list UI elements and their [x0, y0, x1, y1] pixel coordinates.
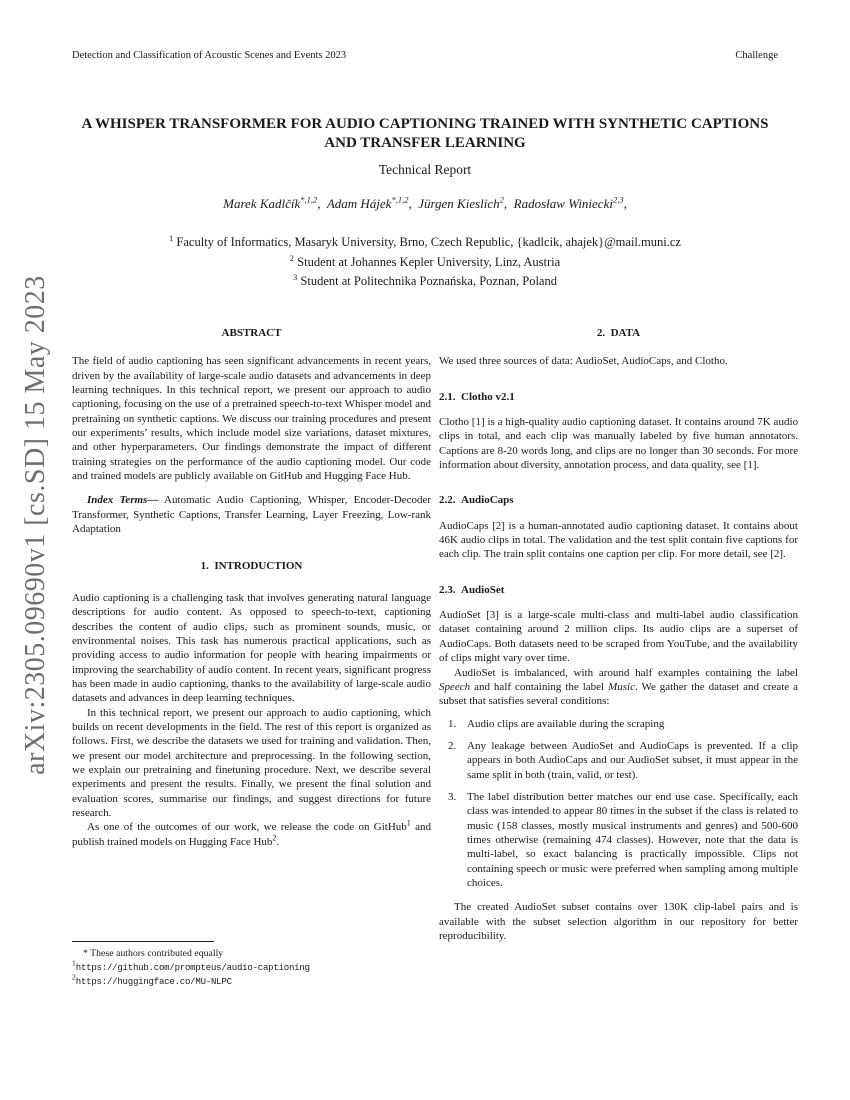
author-2: Adam Hájek$^{*,1,2}$, [326, 194, 419, 211]
author-2-affiliation-marks: *,1,2 [391, 194, 409, 205]
footnote-equal-contribution: * These authors contributed equally [83, 948, 224, 959]
author-1: Marek Kadlčík$^{*,1,2}$, [223, 194, 327, 211]
footnote-github: $^1$https://github.com/prompteus/audio-captioning [72, 958, 310, 973]
audioset-heading: 2.3. AudioSet [439, 583, 505, 596]
affiliations-block [0, 233, 850, 292]
affiliation-3: $^3$ Student at Politechnika Poznańska, Poznan, Poland [293, 271, 557, 288]
github-link[interactable]: https://github.com/prompteus/audio-captioning [75, 962, 310, 973]
header-conference-title: Detection and Classification of Acoustic Scenes and Events 2023 [72, 50, 347, 61]
audiocaps-heading: 2.2. AudioCaps [439, 494, 514, 507]
index-terms-label: Index Terms— [87, 494, 159, 507]
affiliation-2: $^2$ Student at Johannes Kepler University, Linz, Austria [289, 252, 561, 269]
footnote-ref-2: 2 [272, 833, 277, 842]
paper-title [0, 115, 850, 153]
label-music: Music [608, 680, 635, 693]
author-1-affiliation-marks: *,1,2 [300, 194, 318, 205]
author-4: Radosław Winiecki$^{2,3}$, [513, 194, 627, 211]
index-terms [72, 493, 431, 536]
affiliation-1: $^1$ Faculty of Informatics, Masaryk University, Brno, Czech Republic, {kadlcik, ahajek}@mail.muni.cz [169, 232, 681, 249]
footnotes-block [72, 941, 431, 990]
author-line [0, 196, 850, 212]
footnote-huggingface: $^2$https://huggingface.co/MU-NLPC [72, 972, 232, 987]
header-challenge-label: Challenge [735, 50, 778, 61]
audioset-paragraph-3: The created AudioSet subset contains over 130K clip-label pairs and is available with the subset selection algorithm in our repository for better reproducibility. [439, 901, 798, 942]
audioset-paragraph-2: AudioSet is imbalanced, with around half examples containing the label Speech and half containing the label Music. We gather the dataset and create a subset that satisfies several conditions: [439, 666, 799, 708]
footnote-ref-1: 1 [406, 818, 411, 828]
abstract-heading: ABSTRACT [221, 327, 282, 339]
author-4-affiliation-marks: 2,3 [612, 194, 624, 205]
data-section-heading: 2. DATA [596, 327, 641, 339]
clotho-heading: 2.1. Clotho v2.1 [439, 390, 515, 403]
introduction-heading: 1. INTRODUCTION [200, 560, 303, 573]
arxiv-watermark: arXiv:2305.09690v1 [cs.SD] 15 May 2023 [20, 275, 51, 775]
data-section-intro: We used three sources of data: AudioSet, AudioCaps, and Clotho. [439, 355, 728, 368]
condition-list-item-1: 1. Audio clips are available during the scraping [448, 717, 665, 730]
index-terms-text: Automatic Audio Captioning, Whisper, Encoder-Decoder Transformer, Synthetic Captions, Transfer Learning, Layer Freezing, Low-rank Adaptation [72, 494, 431, 536]
paper-subtitle: Technical Report [378, 162, 472, 177]
audiocaps-body: AudioCaps [2] is a human-annotated audio captioning dataset. It contains about 46K audio clips in total. The validation and the test split contain five captions for each clip. The train split contains one caption per clip. For more detail, see [2]. [439, 519, 798, 561]
introduction-paragraph-3: As one of the outcomes of our work, we release the code on GitHub$^1$ and publish trained models on Hugging Face Hub$^2$. [72, 818, 432, 848]
footnote-rule [72, 941, 214, 942]
introduction-paragraph-1: Audio captioning is a challenging task that involves generating natural language descriptions for audio content. As opposed to speech-to-text, captioning describes the content of audio clips, such as prominent sounds, music, or environmental noises. This task has numerous practical applications, such as providing access to audio information for people with hearing impairments or improving the searchability of audio content. In recent years, significant progress has been made in audio captioning, thanks to the availability of large-scale audio datasets and advances in deep learning techniques. [72, 591, 431, 705]
huggingface-link[interactable]: https://huggingface.co/MU-NLPC [75, 977, 232, 987]
paper-title-text: A WHISPER TRANSFORMER FOR AUDIO CAPTIONING TRAINED WITH SYNTHETIC CAPTIONS AND TRANSFER LEARNING [81, 116, 769, 151]
running-header [72, 50, 778, 61]
clotho-body: Clotho [1] is a high-quality audio captioning dataset. It contains around 7K audio clips in total, and each clip was manually labeled by five human annotators. Captions are 8-20 words long, and clips are no longer than 30 seconds. For more information about diversity, annotation process, and data quality, see [1]. [439, 416, 798, 472]
condition-list-item-2: 2. Any leakage between AudioSet and AudioCaps is prevented. If a clip appears in both AudioCaps and our AudioSet subset, it must appear in the same split in both (train, valid, or test). [448, 739, 798, 781]
abstract-body: The field of audio captioning has seen significant advancements in recent years, driven by the availability of large-scale audio datasets and advancements in deep learning techniques. In this technical report, we present our approach to audio captioning, focusing on the use of a pretrained speech-to-text Whisper model and pretraining on synthetic captions. We discuss our training procedures and present our experiments’ results, which include model size variations, dataset mixtures, and other hyperparameters. Our findings demonstrate the impact of different training strategies on the performance of the audio captioning model. Our code and trained models are publicly available on GitHub and Hugging Face Hub. [72, 355, 431, 483]
author-3-affiliation-marks: 2 [499, 194, 504, 205]
author-3: Jürgen Kieslich$^2$, [418, 194, 514, 211]
right-column [439, 326, 798, 943]
left-column [72, 326, 431, 849]
label-speech: Speech [439, 680, 471, 693]
condition-list-item-3: 3. The label distribution better matches our end use case. Specifically, each class was intended to appear 80 times in the subset if the class is related to music (158 classes, mostly musical instruments and genres) and 500-600 times otherwise (remaining 474 classes). However, note that the data is multi-label, so exact balancing is practically impossible. Clips not containing speech or music were preferred when sampling among multiple choices. [448, 790, 798, 889]
audioset-paragraph-1: AudioSet [3] is a large-scale multi-class and multi-label audio classification dataset containing around 2 million clips. Its audio clips are a superset of AudioCaps. Both datasets need to be scraped from YouTube, and the availability of clips might vary over time. [439, 609, 798, 665]
introduction-paragraph-2: In this technical report, we present our approach to audio captioning, which builds on recent developments in the field. The rest of this report is organized as follows. First, we describe the datasets we used for training and validation. Then, we present our model architecture and preprocessing. In the following section, we explain our pretraining and finetuning procedure. Next, we describe several experiments and present the results. Finally, we present the final solution and evaluation scores, summarise our findings, and suggest directions for future research. [72, 706, 431, 819]
